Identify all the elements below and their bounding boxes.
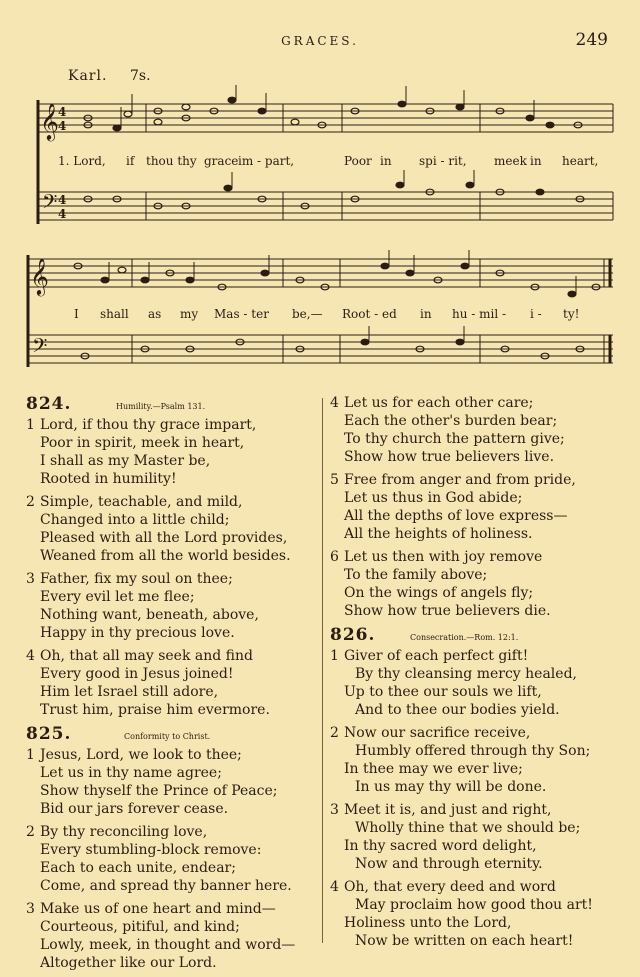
verse-line: Poor in spirit, meek in heart, [40,435,245,451]
verse-line: In thee may we ever live; [344,761,523,777]
lyric-syllable: heart, [562,154,599,168]
column-divider [322,398,323,943]
verse-line: Happy in thy precious love. [40,625,235,641]
stanza [330,471,630,543]
bass-staff-1 [38,192,613,220]
stanza-number: 2 [26,494,35,510]
verse-line: Let us then with joy remove [344,549,543,565]
stanza-number: 3 [26,571,35,587]
hymn-title: Consecration.—Rom. 12:1. [410,633,519,642]
svg-text:4: 4 [58,105,67,119]
verse-line: Lord, if thou thy grace impart, [40,417,257,433]
verse-line: Let us thus in God abide; [344,490,523,506]
lyric-syllable: my [180,307,199,321]
verse-line: Let us in thy name agree; [40,765,222,781]
verse-line: To thy church the pattern give; [344,431,565,447]
lyric-syllable: in [380,154,392,168]
stanza [330,647,630,719]
verse-line: Each the other's burden bear; [344,413,558,429]
stems-system-1 [121,85,534,188]
bass-staff-2 [28,335,613,363]
stanza-number: 4 [330,879,339,895]
verse-line: Pleased with all the Lord provides, [40,530,288,546]
stanza-number: 6 [330,549,339,565]
stanza [26,647,316,719]
music-score [0,0,640,380]
left-column [26,394,316,977]
svg-text:4: 4 [58,119,67,133]
verse-line: Altogether like our Lord. [40,955,217,971]
verse-line: All the heights of holiness. [344,526,533,542]
verse-line: Show thyself the Prince of Peace; [40,783,278,799]
stanza-number: 2 [330,725,339,741]
verse-line: Father, fix my soul on thee; [40,571,233,587]
verse-line: Now be written on each heart! [355,933,574,949]
verse-line: Now and through eternity. [355,856,543,872]
stanza-number: 3 [330,802,339,818]
treble-clef-icon: 𝄞 [40,102,59,140]
bass-clef-icon: 𝄢 [42,190,58,218]
verse-line: Simple, teachable, and mild, [40,494,243,510]
svg-text:4: 4 [58,193,67,207]
verse-line: Trust him, praise him evermore. [40,702,270,718]
hymn-header [26,724,316,746]
stanza [330,724,630,796]
hymn-number: 825. [26,724,72,744]
verse-line: Every good in Jesus joined! [40,666,234,682]
verse-line: Every evil let me flee; [40,589,195,605]
stanza [330,801,630,873]
verse-line: All the depths of love express— [344,508,568,524]
lyric-syllable: spi - rit, [419,154,467,168]
stanza-number: 2 [26,824,35,840]
stanza-number: 5 [330,472,339,488]
verse-line: Every stumbling-block remove: [40,842,262,858]
stanza [26,416,316,488]
verse-line: Show how true believers die. [344,603,551,619]
stanza [26,900,316,972]
stanza [26,570,316,642]
verse-line: Lowly, meek, in thought and word— [40,937,296,953]
running-head: GRACES. [281,34,359,48]
hymn-824 [26,394,316,719]
hymn-title: Conformity to Christ. [124,732,211,741]
verse-line: May proclaim how good thou art! [355,897,593,913]
stanza [26,493,316,565]
stanza-number: 1 [26,747,35,763]
lyric-syllable: as [148,307,162,321]
verse-line: Meet it is, and just and right, [344,802,552,818]
lyric-syllable: if [126,154,135,168]
lyric-syllable: shall [100,307,129,321]
page-number: 249 [575,30,608,50]
stanza [330,548,630,620]
hymn-826 [330,625,630,950]
stanza [330,878,630,950]
stanza-number: 4 [26,648,35,664]
verse-line: Courteous, pitiful, and kind; [40,919,240,935]
treble-clef-2-icon: 𝄞 [30,257,49,295]
hymn-number: 826. [330,625,376,645]
verse-line: Jesus, Lord, we look to thee; [40,747,242,763]
verse-line: Let us for each other care; [344,395,534,411]
verse-line: Bid our jars forever cease. [40,801,229,817]
verse-line: Nothing want, beneath, above, [40,607,259,623]
svg-text:4: 4 [58,207,67,221]
stems-system-2 [109,250,576,342]
verse-line: Giver of each perfect gift! [344,648,529,664]
verse-line: Rooted in humility! [40,471,177,487]
hymn-header [26,394,316,416]
lyric-syllable: meek [494,154,527,168]
hymn-825 [26,724,316,972]
treble-staff-2 [28,259,613,287]
verse-line: Holiness unto the Lord, [344,915,512,931]
stanza-number: 4 [330,395,339,411]
lyric-syllable: ty! [563,307,580,321]
verse-line: Come, and spread thy banner here. [40,878,292,894]
lyric-syllable: in [420,307,432,321]
verse-line: To the family above; [344,567,488,583]
verse-line: Free from anger and from pride, [344,472,576,488]
verse-line: By thy reconciling love, [40,824,208,840]
lyric-syllable: be,— [292,307,323,321]
hymn-header [330,625,630,647]
verse-line: Oh, that all may seek and find [40,648,253,664]
verse-line: In thy sacred word delight, [344,838,537,854]
bass-clef-2-icon: 𝄢 [32,334,48,362]
verse-line: Make us of one heart and mind— [40,901,276,917]
stanza [26,823,316,895]
stanza-number: 1 [330,648,339,664]
lyric-syllable: Root - ed [342,307,397,321]
verse-line: I shall as my Master be, [40,453,211,469]
verse-line: On the wings of angels fly; [344,585,534,601]
verse-line: Up to thee our souls we lift, [344,684,542,700]
verse-line: Weaned from all the world besides. [40,548,291,564]
lyric-syllable: in [530,154,542,168]
right-column [330,394,630,955]
verse-line: Each to each unite, endear; [40,860,236,876]
stanza-number: 1 [26,417,35,433]
stanza-number: 3 [26,901,35,917]
verse-line: By thy cleansing mercy healed, [355,666,577,682]
hymn-title: Humility.—Psalm 131. [116,402,206,411]
verse-line: Him let Israel still adore, [40,684,219,700]
lyric-syllable: im - part, [238,154,295,168]
lyric-syllable: Mas - ter [214,307,269,321]
verse-line: And to thee our bodies yield. [355,702,560,718]
lyric-syllable: Poor [344,154,372,168]
lyric-syllable: 1. Lord, [58,154,106,168]
lyric-syllable: grace [204,154,239,168]
stanza [26,746,316,818]
verse-line: Changed into a little child; [40,512,230,528]
tune-meter: 7s. [130,68,151,84]
tune-name: Karl. [68,68,108,84]
verse-line: Show how true believers live. [344,449,555,465]
verse-line: Wholly thine that we should be; [355,820,581,836]
lyric-syllable: hu - mil - [452,307,507,321]
verse-line: Oh, that every deed and word [344,879,556,895]
lyric-syllable: i - [530,307,542,321]
hymn-number: 824. [26,394,72,414]
lyric-syllable: I [74,307,79,321]
lyric-syllable: thou thy [146,154,197,168]
stanza [330,394,630,466]
verse-line: Humbly offered through thy Son; [355,743,591,759]
verse-line: Now our sacrifice receive, [344,725,531,741]
verse-line: In us may thy will be done. [355,779,547,795]
